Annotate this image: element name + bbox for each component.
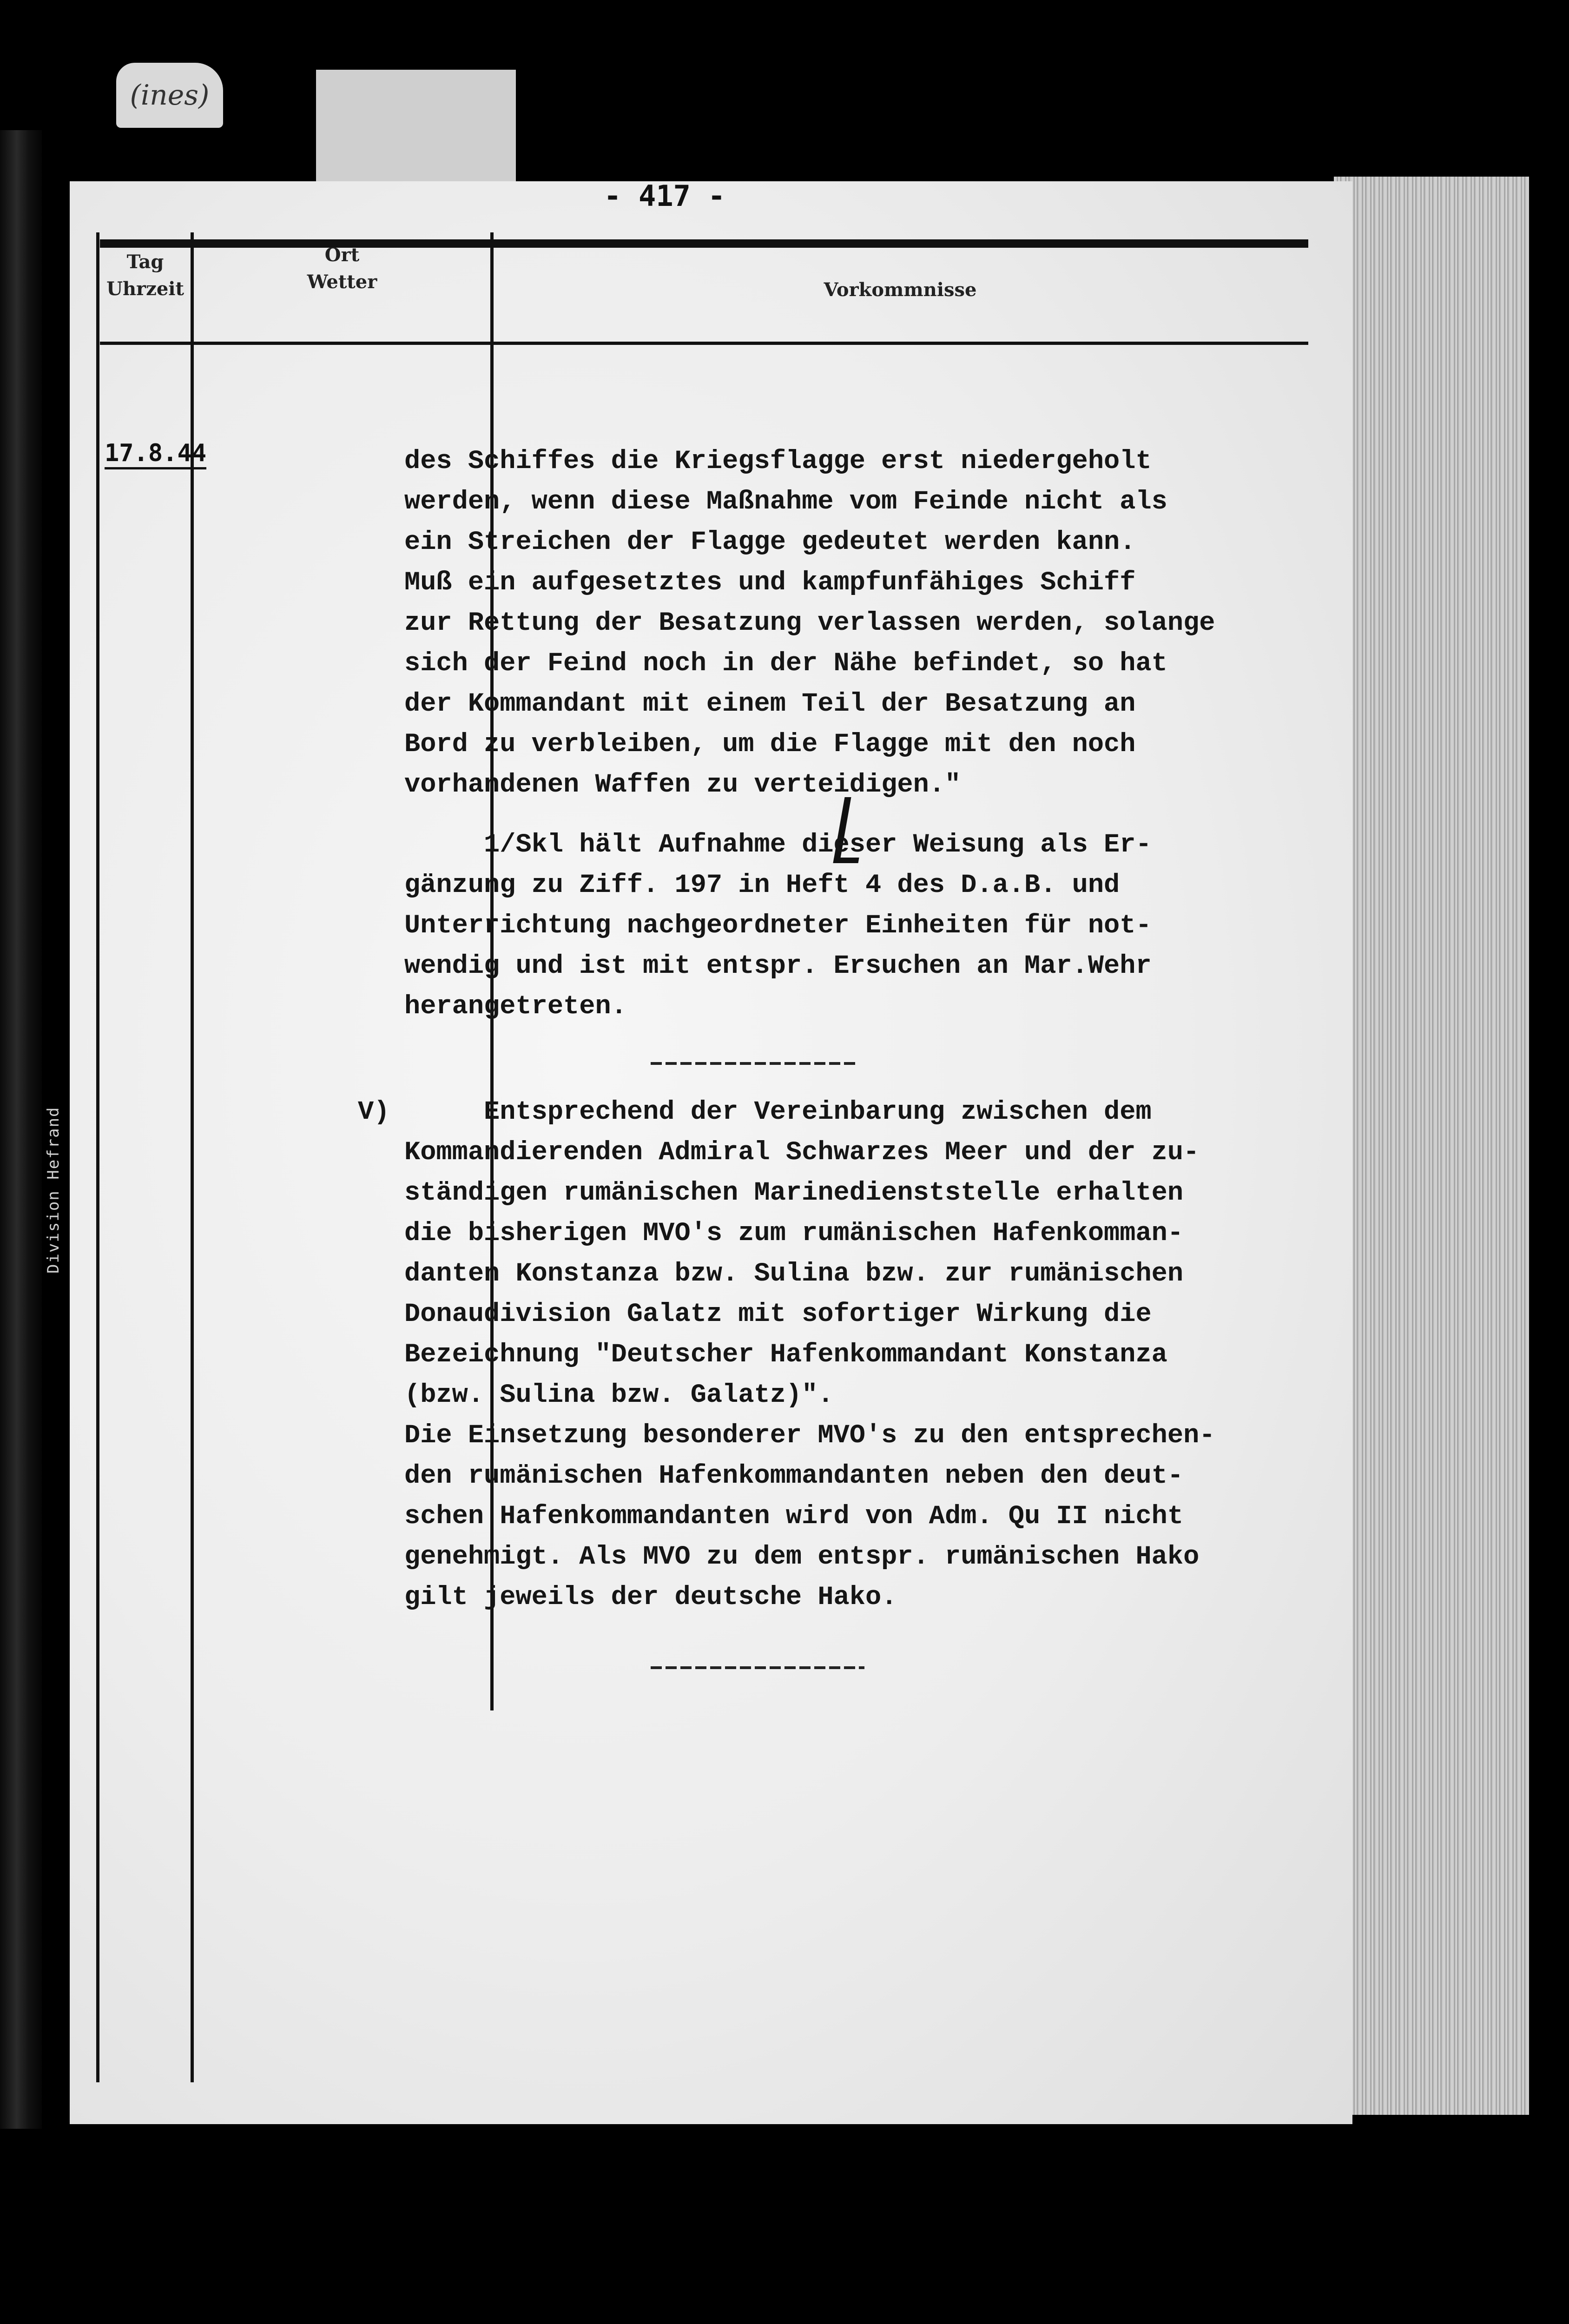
column-divider-date (191, 232, 194, 2082)
paragraph-hafenkommandant: Entsprechend der Vereinbarung zwischen dem Kommandierenden Admiral Schwarzes Meer und der zu- ständigen rumänischen Marinedienststelle erhalten die bisherigen MVO's zum rumänischen Hafenkomman- danten Konstanza bzw. Sulina bzw. zur rumänischen Donaudivision Galatz mit sofortiger Wirkung die Bezeichnung "Deutscher Hafenkommandant Konstanza (bzw. Sulina bzw. Galatz)". Die Einsetzung besonderer MVO's zu den entsprechen- den rumänischen Hafenkommandanten neben den deut- schen Hafenkommandanten wird von Adm. Qu II nicht genehmigt. Als MVO zu dem entspr. rumänischen Hako gilt jeweils der deutsche Hako. (404, 1097, 1215, 1612)
handwritten-note: (ines) (116, 63, 223, 128)
paragraph-skl-note: 1/Skl hält Aufnahme dieser Weisung als Er- gänzung zu Ziff. 197 in Heft 4 des D.a.B. und Unterrichtung nachgeordneter Einheiten für not- wendig und ist mit entspr. Ersuchen an Mar.Wehr herangetreten. (404, 830, 1152, 1022)
header-wetter: Wetter (307, 271, 377, 293)
header-uhrzeit: Uhrzeit (106, 278, 184, 300)
binding-strip (316, 70, 516, 191)
header-tag: Tag (126, 251, 164, 273)
section-divider (651, 1062, 855, 1065)
header-ort-wetter (194, 242, 490, 296)
binding-edge (0, 130, 42, 2129)
page-number: - 417 - (604, 179, 725, 213)
paragraph-flag-order: des Schiffes die Kriegsflagge erst niedergeholt werden, wenn diese Maßnahme vom Feinde nicht als ein Streichen der Flagge gedeutet werden kann. Muß ein aufgesetztes und kampfunfähiges Schiff zur Rettung der Besatzung verlassen werden, solange sich der Feind noch in der Nähe befindet, so hat der Kommandant mit einem Teil der Besatzung an Bord zu verbleiben, um die Flagge mit den noch vorhandenen Waffen zu verteidigen." (404, 447, 1215, 800)
header-tag-uhrzeit (100, 249, 191, 303)
margin-side-text: Division Hefrand (44, 1106, 63, 1274)
item-marker: V) (358, 1097, 390, 1127)
section-divider-end (651, 1666, 864, 1669)
column-divider-left (96, 232, 99, 2082)
header-ort: Ort (324, 244, 360, 266)
page-edges (1334, 177, 1529, 2115)
header-vorkommnisse: Vorkommnisse (824, 279, 977, 301)
table-header-rule (100, 342, 1308, 345)
entry-date: 17.8.44 (105, 439, 206, 469)
